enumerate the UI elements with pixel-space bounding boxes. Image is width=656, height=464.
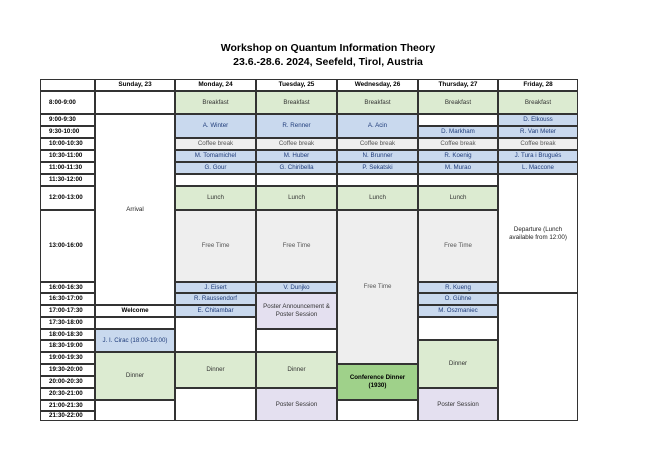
thursday-dinner: Dinner: [418, 340, 498, 388]
schedule-title: Workshop on Quantum Information Theory: [220, 42, 436, 54]
friday-departure: Departure (Lunch available from 12:00): [498, 174, 578, 293]
monday-empty-2: [175, 317, 256, 352]
friday-talk-3: J. Tura i Brugués: [498, 150, 578, 162]
time-slot: 20:30-21:00: [40, 388, 95, 400]
monday-empty-evening: [175, 388, 256, 421]
header-thursday: Thursday, 27: [418, 79, 498, 91]
header-corner: [40, 79, 95, 91]
monday-free-time: Free Time: [175, 210, 256, 282]
thursday-empty: [418, 174, 498, 186]
time-slot: 8:00-9:00: [40, 91, 95, 114]
time-slot: 10:00-10:30: [40, 138, 95, 150]
sunday-empty-evening: [95, 400, 175, 421]
time-slot: 19:00-19:30: [40, 352, 95, 364]
time-slot: 11:00-11:30: [40, 162, 95, 174]
thursday-talk-4: R. Kueng: [418, 282, 498, 293]
time-slot: 21:00-21:30: [40, 400, 95, 411]
monday-talk-6: E. Chitambar: [175, 305, 256, 317]
thursday-talk-2: R. Koenig: [418, 150, 498, 162]
sunday-empty: [95, 317, 175, 329]
header-monday: Monday, 24: [175, 79, 256, 91]
time-slot: 18:00-18:30: [40, 329, 95, 340]
friday-breakfast: Breakfast: [498, 91, 578, 114]
thursday-lunch: Lunch: [418, 186, 498, 210]
tuesday-breakfast: Breakfast: [256, 91, 337, 114]
time-slot: 10:30-11:00: [40, 150, 95, 162]
tuesday-lunch: Lunch: [256, 186, 337, 210]
tuesday-poster-announcement: Poster Announcement & Poster Session: [256, 293, 337, 329]
tuesday-free-time: Free Time: [256, 210, 337, 282]
wednesday-talk-2: N. Brunner: [337, 150, 418, 162]
time-slot: 18:30-19:00: [40, 340, 95, 352]
header-friday: Friday, 28: [498, 79, 578, 91]
wednesday-talk-1: A. Acin: [337, 114, 418, 138]
thursday-talk-3: M. Murao: [418, 162, 498, 174]
tuesday-talk-3: G. Chiribella: [256, 162, 337, 174]
monday-talk-1: A. Winter: [175, 114, 256, 138]
monday-breakfast: Breakfast: [175, 91, 256, 114]
monday-lunch: Lunch: [175, 186, 256, 210]
thursday-talk-6: M. Oszmaniec: [418, 305, 498, 317]
tuesday-poster-session: Poster Session: [256, 388, 337, 421]
wednesday-lunch: Lunch: [337, 186, 418, 210]
friday-coffee-break: Coffee break: [498, 138, 578, 150]
time-slot: 9:30-10:00: [40, 126, 95, 138]
friday-talk-1: D. Elkouss: [498, 114, 578, 126]
time-slot: 16:00-16:30: [40, 282, 95, 293]
tuesday-talk-4: V. Dunjko: [256, 282, 337, 293]
tuesday-empty: [256, 174, 337, 186]
wednesday-empty-evening: [337, 400, 418, 421]
time-slot: 12:00-13:00: [40, 186, 95, 210]
thursday-empty-2: [418, 317, 498, 340]
time-slot: 17:00-17:30: [40, 305, 95, 317]
monday-coffee-break: Coffee break: [175, 138, 256, 150]
thursday-free-time: Free Time: [418, 210, 498, 282]
sunday-empty-morning: [95, 91, 175, 114]
thursday-poster-session: Poster Session: [418, 388, 498, 421]
monday-dinner: Dinner: [175, 352, 256, 388]
friday-empty-afternoon: [498, 293, 578, 421]
sunday-welcome: Welcome: [95, 305, 175, 317]
wednesday-coffee-break: Coffee break: [337, 138, 418, 150]
wednesday-empty: [337, 174, 418, 186]
wednesday-conference-dinner: Conference Dinner (1930): [337, 364, 418, 400]
header-wednesday: Wednesday, 26: [337, 79, 418, 91]
thursday-talk-1: D. Markham: [418, 126, 498, 138]
time-slot: 13:00-16:00: [40, 210, 95, 282]
monday-empty: [175, 174, 256, 186]
wednesday-talk-3: P. Sekatski: [337, 162, 418, 174]
monday-talk-5: R. Raussendorf: [175, 293, 256, 305]
thursday-talk-5: O. Gühne: [418, 293, 498, 305]
schedule-table: [40, 79, 578, 421]
thursday-breakfast: Breakfast: [418, 91, 498, 114]
thursday-coffee-break: Coffee break: [418, 138, 498, 150]
time-slot: 17:30-18:00: [40, 317, 95, 329]
header-sunday: Sunday, 23: [95, 79, 175, 91]
friday-talk-2: R. Van Meter: [498, 126, 578, 138]
time-slot: 16:30-17:00: [40, 293, 95, 305]
monday-talk-2: M. Tomamichel: [175, 150, 256, 162]
time-slot: 20:00-20:30: [40, 376, 95, 388]
monday-talk-3: G. Gour: [175, 162, 256, 174]
tuesday-coffee-break: Coffee break: [256, 138, 337, 150]
monday-talk-4: J. Eisert: [175, 282, 256, 293]
tuesday-talk-2: M. Huber: [256, 150, 337, 162]
sunday-arrival: Arrival: [95, 114, 175, 305]
tuesday-dinner: Dinner: [256, 352, 337, 388]
wednesday-breakfast: Breakfast: [337, 91, 418, 114]
sunday-talk-cirac: J. I. Cirac (18:00-19:00): [95, 329, 175, 352]
time-slot: 9:00-9:30: [40, 114, 95, 126]
schedule-subtitle: 23.6.-28.6. 2024, Seefeld, Tirol, Austria: [233, 56, 423, 68]
sunday-dinner: Dinner: [95, 352, 175, 400]
header-tuesday: Tuesday, 25: [256, 79, 337, 91]
tuesday-empty-2: [256, 329, 337, 352]
wednesday-free-time: Free Time: [337, 210, 418, 364]
thursday-empty-morning: [418, 114, 498, 126]
time-slot: 19:30-20:00: [40, 364, 95, 376]
time-slot: 21:30-22:00: [40, 411, 95, 421]
friday-talk-4: L. Maccone: [498, 162, 578, 174]
time-slot: 11:30-12:00: [40, 174, 95, 186]
tuesday-talk-1: R. Renner: [256, 114, 337, 138]
